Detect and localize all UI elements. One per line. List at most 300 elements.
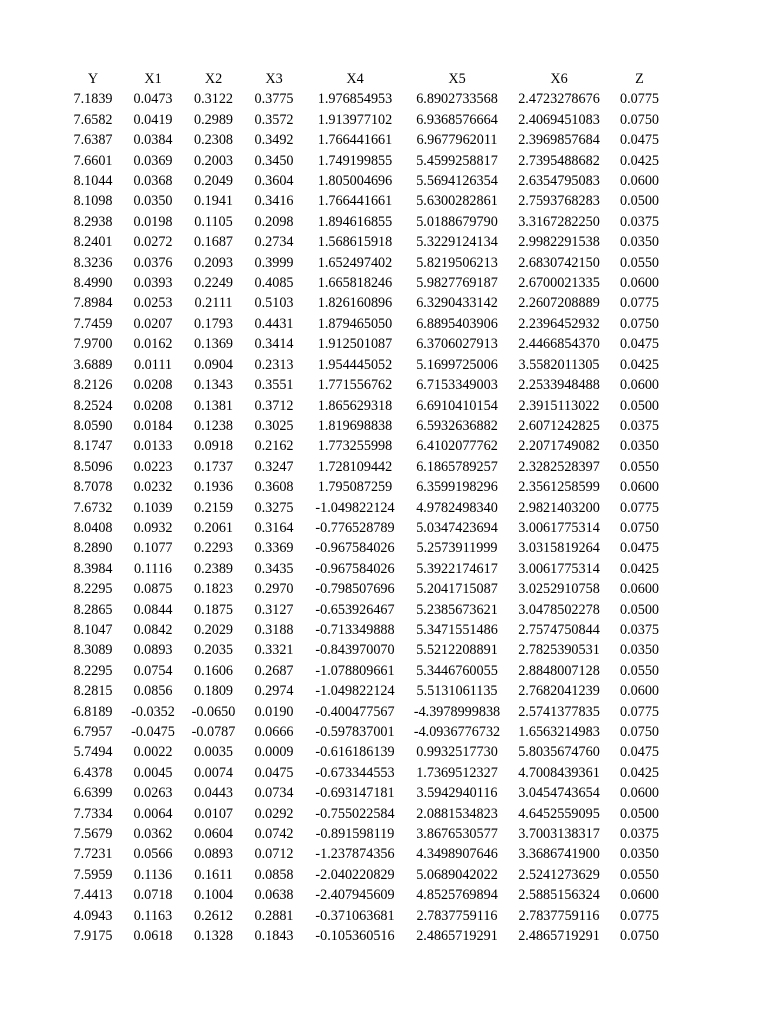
cell-z: 0.0775 [619, 499, 659, 516]
cell-x3: 0.2162 [254, 438, 294, 455]
cell-x2: -0.0650 [191, 703, 236, 720]
cell-x6: 2.3561258599 [518, 479, 600, 496]
cell-x4: 1.728109442 [317, 458, 393, 475]
cell-x5: 5.5694126354 [416, 173, 498, 190]
cell-y: 8.4990 [73, 275, 113, 292]
table-row [63, 559, 669, 579]
cell-x3: 0.3247 [254, 458, 294, 475]
cell-z: 0.0550 [619, 458, 659, 475]
cell-x1: 0.0856 [133, 683, 173, 700]
cell-x4: -0.776528789 [315, 519, 395, 536]
cell-y: 6.4378 [73, 764, 113, 781]
cell-x2: 0.1328 [193, 928, 233, 945]
cell-x6: 2.4865719291 [518, 928, 600, 945]
cell-x1: 0.0232 [133, 479, 173, 496]
cell-x5: 6.4102077762 [416, 438, 498, 455]
cell-x1: 0.0893 [133, 642, 173, 659]
cell-x2: 0.2249 [193, 275, 233, 292]
cell-x1: 0.0207 [133, 315, 173, 332]
cell-x6: 2.4069451083 [518, 111, 600, 128]
cell-x5: 6.6910410154 [416, 397, 498, 414]
table-row [63, 89, 669, 109]
cell-x1: 0.0272 [133, 234, 173, 251]
cell-x2: 0.2308 [193, 132, 233, 149]
cell-x3: 0.3775 [254, 91, 294, 108]
cell-y: 7.6601 [73, 152, 113, 169]
cell-x3: 0.3275 [254, 499, 294, 516]
cell-x5: 5.4599258817 [416, 152, 498, 169]
cell-x4: 1.568615918 [317, 234, 393, 251]
cell-x2: 0.2049 [193, 173, 233, 190]
cell-x6: 2.7395488682 [518, 152, 600, 169]
column-header-x2: X2 [204, 71, 223, 87]
cell-z: 0.0475 [619, 336, 659, 353]
cell-y: 8.0590 [73, 417, 113, 434]
cell-z: 0.0750 [619, 519, 659, 536]
table-row [63, 518, 669, 538]
cell-x6: 2.6830742150 [518, 254, 600, 271]
cell-x3: 0.3369 [254, 540, 294, 557]
cell-y: 3.6889 [73, 356, 113, 373]
cell-x6: 2.8848007128 [518, 662, 600, 679]
cell-z: 0.0600 [619, 683, 659, 700]
cell-x6: 2.2607208889 [518, 295, 600, 312]
cell-x2: 0.2159 [193, 499, 233, 516]
cell-x5: 5.5131061135 [416, 683, 498, 700]
cell-y: 7.4413 [73, 887, 113, 904]
cell-x6: 2.2533948488 [518, 377, 600, 394]
cell-y: 7.6582 [73, 111, 113, 128]
cell-x6: 2.6354795083 [518, 173, 600, 190]
cell-x1: 0.0184 [133, 417, 173, 434]
cell-x6: 2.4466854370 [518, 336, 600, 353]
table-row [63, 538, 669, 558]
cell-x4: -0.798507696 [315, 581, 395, 598]
cell-x6: 3.0061775314 [518, 519, 600, 536]
cell-x3: 0.3572 [254, 111, 294, 128]
cell-x5: 6.1865789257 [416, 458, 498, 475]
cell-z: 0.0600 [619, 275, 659, 292]
table-row [63, 763, 669, 783]
cell-y: 7.6732 [73, 499, 113, 516]
cell-x4: -0.843970070 [315, 642, 395, 659]
table-row [63, 742, 669, 762]
cell-x5: 6.3290433142 [416, 295, 498, 312]
table-row [63, 498, 669, 518]
cell-x1: 0.0022 [133, 744, 173, 761]
cell-x5: 4.3498907646 [416, 846, 498, 863]
cell-x2: 0.0893 [193, 846, 233, 863]
cell-y: 8.2126 [73, 377, 113, 394]
cell-x3: 0.3551 [254, 377, 294, 394]
cell-x6: 2.7593768283 [518, 193, 600, 210]
cell-x6: 2.6700021335 [518, 275, 600, 292]
table-row [63, 334, 669, 354]
cell-x2: 0.1611 [194, 866, 233, 883]
cell-x5: 2.7837759116 [416, 907, 498, 924]
cell-x1: 0.0384 [133, 132, 173, 149]
cell-x5: 5.3229124134 [416, 234, 498, 251]
cell-x1: 0.0473 [133, 91, 173, 108]
table-row [63, 457, 669, 477]
cell-x5: 5.0188679790 [416, 213, 498, 230]
cell-x2: 0.0074 [193, 764, 233, 781]
cell-x5: -4.0936776732 [413, 724, 501, 740]
cell-x4: 1.912501087 [317, 336, 393, 353]
cell-z: 0.0775 [619, 295, 659, 312]
cell-x6: 3.0061775314 [518, 560, 600, 577]
cell-x5: 4.8525769894 [416, 887, 498, 904]
cell-x4: -0.616186139 [315, 744, 395, 761]
cell-x2: 0.1381 [193, 397, 233, 414]
column-header-x5: X5 [448, 71, 466, 87]
cell-x6: 2.5241273629 [518, 866, 600, 883]
cell-z: 0.0750 [619, 111, 659, 128]
cell-x6: 3.0252910758 [518, 581, 600, 598]
cell-x2: -0.0787 [191, 724, 236, 740]
cell-x6: 4.6452559095 [518, 805, 600, 822]
cell-x5: 5.2385673621 [416, 601, 498, 618]
cell-x6: 2.9982291538 [518, 234, 600, 251]
table-row [63, 151, 669, 171]
cell-x2: 0.1238 [193, 417, 233, 434]
cell-x1: 0.0350 [133, 193, 173, 210]
cell-z: 0.0600 [619, 887, 659, 904]
cell-x4: -0.653926467 [315, 601, 395, 618]
cell-y: 8.2524 [73, 397, 113, 414]
cell-x3: 0.2098 [254, 213, 294, 230]
table-row [63, 110, 669, 130]
cell-x2: 0.1606 [193, 662, 233, 679]
cell-z: 0.0550 [619, 254, 659, 271]
cell-x4: 1.766441661 [317, 132, 393, 149]
column-header-x1: X1 [144, 71, 162, 87]
cell-x3: 0.2974 [254, 683, 294, 700]
cell-x5: 6.3599198296 [416, 479, 498, 496]
table-row [63, 232, 669, 252]
cell-x2: 0.1875 [193, 601, 233, 618]
cell-x2: 0.1343 [193, 377, 233, 394]
table-row [63, 804, 669, 824]
cell-z: 0.0600 [619, 581, 659, 598]
cell-x5: 5.0347423694 [416, 519, 498, 536]
column-header-x4: X4 [346, 71, 364, 87]
cell-x6: 3.3167282250 [518, 213, 600, 230]
cell-x2: 0.2111 [194, 295, 233, 312]
cell-x4: 1.879465050 [317, 315, 393, 332]
cell-z: 0.0500 [619, 397, 659, 414]
cell-y: 8.2938 [73, 213, 113, 230]
cell-x2: 0.0443 [193, 785, 233, 802]
cell-x5: 5.2041715087 [416, 581, 498, 598]
cell-x1: 0.0045 [133, 764, 173, 781]
cell-x6: 2.3969857684 [518, 132, 600, 149]
table-row [63, 477, 669, 497]
cell-y: 7.9700 [73, 336, 113, 353]
header-row [63, 69, 669, 89]
cell-x1: 0.1116 [134, 560, 172, 577]
cell-x3: 0.3416 [254, 193, 294, 210]
cell-y: 7.5679 [73, 826, 113, 843]
cell-z: 0.0775 [619, 703, 659, 720]
cell-x2: 0.1737 [193, 458, 233, 475]
cell-x5: 5.2573911999 [416, 540, 498, 557]
cell-x3: 0.3188 [254, 621, 294, 638]
table-row [63, 171, 669, 191]
cell-x2: 0.2389 [193, 560, 233, 577]
cell-z: 0.0600 [619, 479, 659, 496]
cell-x1: 0.0162 [133, 336, 173, 353]
cell-x1: 0.0932 [133, 519, 173, 536]
cell-x6: 2.6071242825 [518, 417, 600, 434]
cell-x3: 0.0190 [254, 703, 294, 720]
cell-x2: 0.2093 [193, 254, 233, 271]
cell-x2: 0.3122 [193, 91, 233, 108]
cell-x1: 0.1077 [133, 540, 173, 557]
cell-x1: 0.1163 [133, 907, 173, 924]
cell-z: 0.0375 [619, 213, 659, 230]
cell-x4: -1.237874356 [315, 846, 395, 863]
cell-x3: 0.5103 [254, 295, 294, 312]
cell-x3: 0.2881 [254, 907, 294, 924]
cell-x4: 1.771556762 [317, 377, 393, 394]
cell-x2: 0.1004 [193, 887, 233, 904]
cell-x5: 5.3922174617 [416, 560, 498, 577]
table-row [63, 396, 669, 416]
cell-x1: 0.0362 [133, 826, 173, 843]
cell-x2: 0.2035 [193, 642, 233, 659]
cell-x5: 5.6300282861 [416, 193, 498, 210]
table-row [63, 253, 669, 273]
table-row [63, 824, 669, 844]
cell-y: 8.2295 [73, 662, 113, 679]
column-header-y: Y [87, 71, 99, 87]
cell-x3: 0.3604 [254, 173, 294, 190]
table-row [63, 212, 669, 232]
table-row [63, 130, 669, 150]
cell-x4: -0.755022584 [315, 805, 395, 822]
cell-x1: 0.0419 [133, 111, 173, 128]
table-row [63, 355, 669, 375]
cell-x4: 1.652497402 [317, 254, 393, 271]
cell-z: 0.0750 [619, 315, 659, 332]
cell-x4: 1.894616855 [317, 213, 393, 230]
cell-x3: 0.0742 [254, 826, 294, 843]
cell-x3: 0.3608 [254, 479, 294, 496]
cell-x6: 2.5741377835 [518, 703, 600, 720]
cell-y: 5.7494 [73, 744, 113, 761]
cell-x4: 1.773255998 [317, 438, 393, 455]
cell-x2: 0.1105 [194, 213, 233, 230]
table-body [63, 89, 669, 946]
cell-z: 0.0750 [619, 724, 659, 740]
table-row [63, 579, 669, 599]
table-row [63, 783, 669, 803]
cell-x6: 2.2396452932 [518, 315, 600, 332]
cell-x4: 1.805004696 [317, 173, 393, 190]
cell-x1: 0.0064 [133, 805, 173, 822]
cell-z: 0.0350 [619, 234, 659, 251]
cell-x3: 0.0638 [254, 887, 294, 904]
cell-z: 0.0600 [619, 377, 659, 394]
cell-y: 7.5959 [73, 866, 113, 883]
cell-x4: -0.371063681 [315, 907, 395, 924]
cell-x3: 0.3999 [254, 254, 294, 271]
cell-x4: 1.795087259 [317, 479, 393, 496]
cell-x4: 1.749199855 [317, 152, 393, 169]
cell-y: 7.8984 [73, 295, 113, 312]
cell-x3: 0.3435 [254, 560, 294, 577]
cell-x2: 0.1687 [193, 234, 233, 251]
cell-x5: 1.7369512327 [416, 764, 498, 781]
cell-x6: 3.0315819264 [518, 540, 600, 557]
cell-x2: 0.0904 [193, 356, 233, 373]
cell-x4: -0.967584026 [315, 540, 395, 557]
cell-x1: 0.0368 [133, 173, 173, 190]
cell-y: 7.9175 [73, 928, 113, 945]
cell-x2: 0.2061 [193, 519, 233, 536]
cell-y: 8.7078 [73, 479, 113, 496]
cell-y: 7.7459 [73, 315, 113, 332]
cell-x3: 0.0666 [254, 724, 294, 740]
cell-z: 0.0475 [619, 132, 659, 149]
table-row [63, 702, 669, 722]
table-row [63, 191, 669, 211]
cell-x4: -1.049822124 [315, 499, 395, 516]
cell-z: 0.0500 [619, 601, 659, 618]
cell-x6: 3.5582011305 [518, 356, 600, 373]
cell-y: 8.5096 [73, 458, 113, 475]
cell-z: 0.0425 [619, 152, 659, 169]
cell-x3: 0.3321 [254, 642, 294, 659]
table-row [63, 640, 669, 660]
table-row [63, 620, 669, 640]
cell-x1: 0.0208 [133, 377, 173, 394]
cell-x2: 0.1936 [193, 479, 233, 496]
cell-x4: -1.078809661 [315, 662, 395, 679]
cell-z: 0.0350 [619, 846, 659, 863]
cell-x2: 0.1941 [193, 193, 233, 210]
cell-x5: 4.9782498340 [416, 499, 498, 516]
cell-x1: 0.0844 [133, 601, 173, 618]
cell-y: 7.1839 [73, 91, 113, 108]
cell-x1: 0.0133 [133, 438, 173, 455]
cell-x1: 0.0369 [133, 152, 173, 169]
cell-y: 8.2295 [73, 581, 113, 598]
cell-x4: -0.597837001 [315, 724, 395, 740]
cell-x6: 2.7825390531 [518, 642, 600, 659]
cell-x3: 0.1843 [254, 928, 294, 945]
cell-x2: 0.0604 [193, 826, 233, 843]
data-table [63, 69, 669, 946]
cell-x5: 5.0689042022 [416, 866, 498, 883]
cell-x5: 5.3446760055 [416, 662, 498, 679]
cell-x4: 1.766441661 [317, 193, 393, 210]
cell-x5: 0.9932517730 [416, 744, 498, 761]
cell-x5: 5.3471551486 [416, 621, 498, 638]
cell-x1: 0.0198 [133, 213, 173, 230]
cell-x4: -0.400477567 [315, 703, 395, 720]
cell-z: 0.0350 [619, 642, 659, 659]
cell-x6: 3.3686741900 [518, 846, 600, 863]
cell-x1: -0.0352 [131, 703, 175, 720]
cell-x6: 2.7574750844 [518, 621, 600, 638]
cell-y: 8.1747 [73, 438, 113, 455]
cell-x4: -0.693147181 [315, 785, 395, 802]
cell-x6: 1.6563214983 [518, 724, 600, 740]
cell-x5: 5.1699725006 [416, 356, 498, 373]
table-row [63, 314, 669, 334]
cell-x1: -0.0475 [131, 724, 175, 740]
cell-x4: -0.673344553 [315, 764, 395, 781]
cell-z: 0.0350 [619, 438, 659, 455]
cell-z: 0.0750 [619, 928, 659, 945]
cell-x1: 0.0754 [133, 662, 173, 679]
cell-y: 8.2401 [73, 234, 113, 251]
cell-x1: 0.0223 [133, 458, 173, 475]
table-row [63, 865, 669, 885]
table-row [63, 293, 669, 313]
cell-x4: 1.865629318 [317, 397, 393, 414]
cell-x3: 0.2313 [254, 356, 294, 373]
cell-x5: -4.3978999838 [413, 703, 501, 720]
cell-z: 0.0475 [619, 744, 659, 761]
cell-x5: 6.3706027913 [416, 336, 498, 353]
cell-x2: 0.2029 [193, 621, 233, 638]
cell-x4: -0.713349888 [315, 621, 395, 638]
cell-x3: 0.0712 [254, 846, 294, 863]
cell-y: 8.3984 [73, 560, 113, 577]
cell-x1: 0.0842 [133, 621, 173, 638]
cell-y: 8.2815 [73, 683, 113, 700]
cell-x1: 0.0263 [133, 785, 173, 802]
cell-y: 7.6387 [73, 132, 113, 149]
cell-y: 8.1098 [73, 193, 113, 210]
cell-z: 0.0375 [619, 826, 659, 843]
table-row [63, 273, 669, 293]
cell-z: 0.0425 [619, 560, 659, 577]
cell-x3: 0.3164 [254, 519, 294, 536]
cell-z: 0.0600 [619, 785, 659, 802]
cell-z: 0.0375 [619, 417, 659, 434]
cell-x5: 3.5942940116 [416, 785, 498, 802]
cell-x1: 0.0208 [133, 397, 173, 414]
cell-x6: 2.7682041239 [518, 683, 600, 700]
cell-y: 6.6399 [73, 785, 113, 802]
cell-x6: 4.7008439361 [518, 764, 600, 781]
cell-x2: 0.2989 [193, 111, 233, 128]
cell-x3: 0.0292 [254, 805, 294, 822]
cell-y: 7.7231 [73, 846, 113, 863]
cell-z: 0.0550 [619, 662, 659, 679]
cell-y: 8.3236 [73, 254, 113, 271]
cell-x6: 2.2071749082 [518, 438, 600, 455]
cell-y: 8.0408 [73, 519, 113, 536]
cell-y: 7.7334 [73, 805, 113, 822]
cell-x1: 0.1039 [133, 499, 173, 516]
cell-x4: -0.967584026 [315, 560, 395, 577]
cell-x1: 0.0618 [133, 928, 173, 945]
cell-z: 0.0500 [619, 805, 659, 822]
cell-x2: 0.1369 [193, 336, 233, 353]
cell-x2: 0.2293 [193, 540, 233, 557]
cell-x1: 0.0393 [133, 275, 173, 292]
cell-x6: 5.8035674760 [518, 744, 600, 761]
cell-x5: 6.9368576664 [416, 111, 498, 128]
cell-x2: 0.2003 [193, 152, 233, 169]
cell-x2: 0.0035 [193, 744, 233, 761]
cell-x2: 0.1823 [193, 581, 233, 598]
